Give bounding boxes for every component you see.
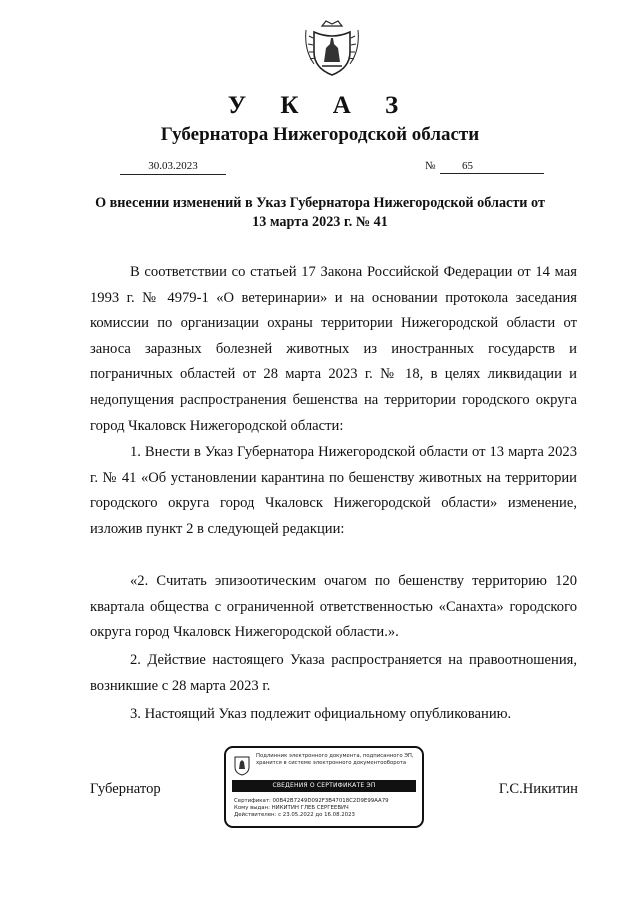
paragraph-quoted-item-2: «2. Считать эпизоотическим очагом по бешенству территорию 120 квартала общества с ограниченной ответственностью «Санахта» городского округа город Чкаловск Нижегородской области.». [90,573,577,641]
paragraph-item-3: 3. Настоящий Указ подлежит официальному опубликованию. [130,706,512,722]
signatory-name: Г.С.Никитин [498,781,578,797]
document-heading: О внесении изменений в Указ Губернатора Нижегородской области от 13 марта 2023 г. № 41 [95,195,545,230]
document-date: 30.03.2023 [120,160,226,175]
signatory-position: Губернатор [90,781,161,797]
paragraph-item-1: 1. Внести в Указ Губернатора Нижегородской области от 13 марта 2023 г. № 41 «Об установлении карантина по бешенству животных на территории городского округа город Чкаловск Нижегородской области» изменение, изложив пункт 2 в следующей редакции: [90,444,577,537]
stamp-band: СВЕДЕНИЯ О СЕРТИФИКАТЕ ЭП [232,780,416,792]
paragraph-item-2: 2. Действие настоящего Указа распространяется на правоотношения, возникшие с 28 марта 2023 г. [90,652,577,694]
document-title: У К А З [227,92,413,119]
stamp-owner: Кому выдан: НИКИТИН ГЛЕБ СЕРГЕЕВИЧ [234,805,349,811]
number-sign: № [425,160,436,172]
document-number: 65 [440,160,544,174]
stamp-validity: Действителен: с 23.05.2022 до 16.08.2023 [234,812,355,818]
stamp-certificate: Сертификат: 00B42B7249D092F3B47018C2D9E99AA79 [234,798,389,804]
stamp-note: Подлинник электронного документа, подписанного ЭП, хранится в системе электронного документооборота [256,753,414,766]
document-subtitle: Губернатора Нижегородской области [160,124,480,145]
coat-of-arms-icon [300,18,364,78]
electronic-signature-stamp [224,746,424,828]
region-emblem-icon [234,754,250,776]
paragraph-preamble: В соответствии со статьей 17 Закона Российской Федерации от 14 мая 1993 г. № 4979-1 «О ветеринарии» и на основании протокола заседания комиссии по организации охраны территории Нижегородской области от заноса заразных болезней животных из иностранных государств и пограничных областей от 28 марта 2023 г. № 18, в целях ликвидации и недопущения распространения бешенства на территории городского округа город Чкаловск Нижегородской области: [90,264,577,434]
